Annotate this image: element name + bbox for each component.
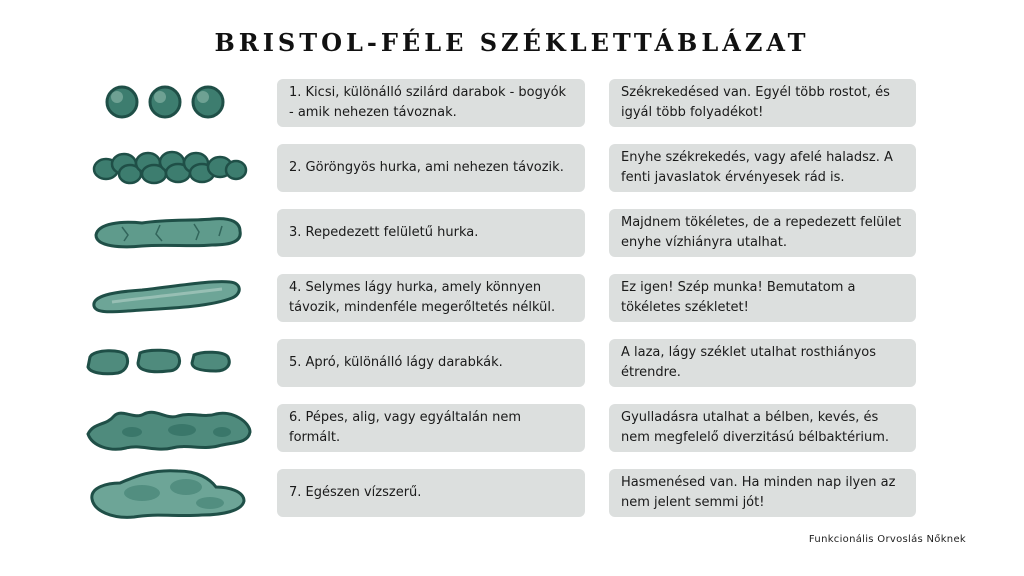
advice-box: Ez igen! Szép munka! Bemutatom a tökéletes székletet! xyxy=(609,274,916,322)
credit-text: Funkcionális Orvoslás Nőknek xyxy=(808,534,966,545)
advice-box: Majdnem tökéletes, de a repedezett felület enyhe vízhiányra utalhat. xyxy=(609,209,916,257)
chart-row-type-2 xyxy=(0,144,1024,192)
description-box: 2. Göröngyös hurka, ami nehezen távozik. xyxy=(277,144,585,192)
advice-box: Enyhe székrekedés, vagy afelé haladsz. A fenti javaslatok érvényesek rád is. xyxy=(609,144,916,192)
advice-box: Székrekedésed van. Egyél több rostot, és igyál több folyadékot! xyxy=(609,79,916,127)
description-box: 5. Apró, különálló lágy darabkák. xyxy=(277,339,585,387)
chart-row-type-4 xyxy=(0,274,1024,322)
mushy-icon xyxy=(82,392,260,464)
description-box: 1. Kicsi, különálló szilárd darabok - bogyók - amik nehezen távoznak. xyxy=(277,79,585,127)
smooth-sausage-icon xyxy=(82,262,260,334)
chart-row-type-1 xyxy=(0,79,1024,127)
chart-row-type-6 xyxy=(0,404,1024,452)
watery-icon xyxy=(82,457,260,529)
description-box: 6. Pépes, alig, vagy egyáltalán nem formált. xyxy=(277,404,585,452)
chart-row-type-3 xyxy=(0,209,1024,257)
page-title: BRISTOL-FÉLE SZÉKLETTÁBLÁZAT xyxy=(214,28,810,57)
chart-row-type-7 xyxy=(0,469,1024,517)
chart-row-type-5 xyxy=(0,339,1024,387)
description-box: 4. Selymes lágy hurka, amely könnyen távozik, mindenféle megerőltetés nélkül. xyxy=(277,274,585,322)
cracked-sausage-icon xyxy=(82,197,260,269)
advice-box: A laza, lágy széklet utalhat rosthiányos étrendre. xyxy=(609,339,916,387)
description-box: 3. Repedezett felületű hurka. xyxy=(277,209,585,257)
lumpy-sausage-icon xyxy=(82,132,260,204)
soft-blobs-icon xyxy=(82,327,260,399)
hard-lumps-icon xyxy=(82,67,260,139)
advice-box: Gyulladásra utalhat a bélben, kevés, és nem megfelelő diverzitású bélbaktérium. xyxy=(609,404,916,452)
advice-box: Hasmenésed van. Ha minden nap ilyen az nem jelent semmi jót! xyxy=(609,469,916,517)
description-box: 7. Egészen vízszerű. xyxy=(277,469,585,517)
